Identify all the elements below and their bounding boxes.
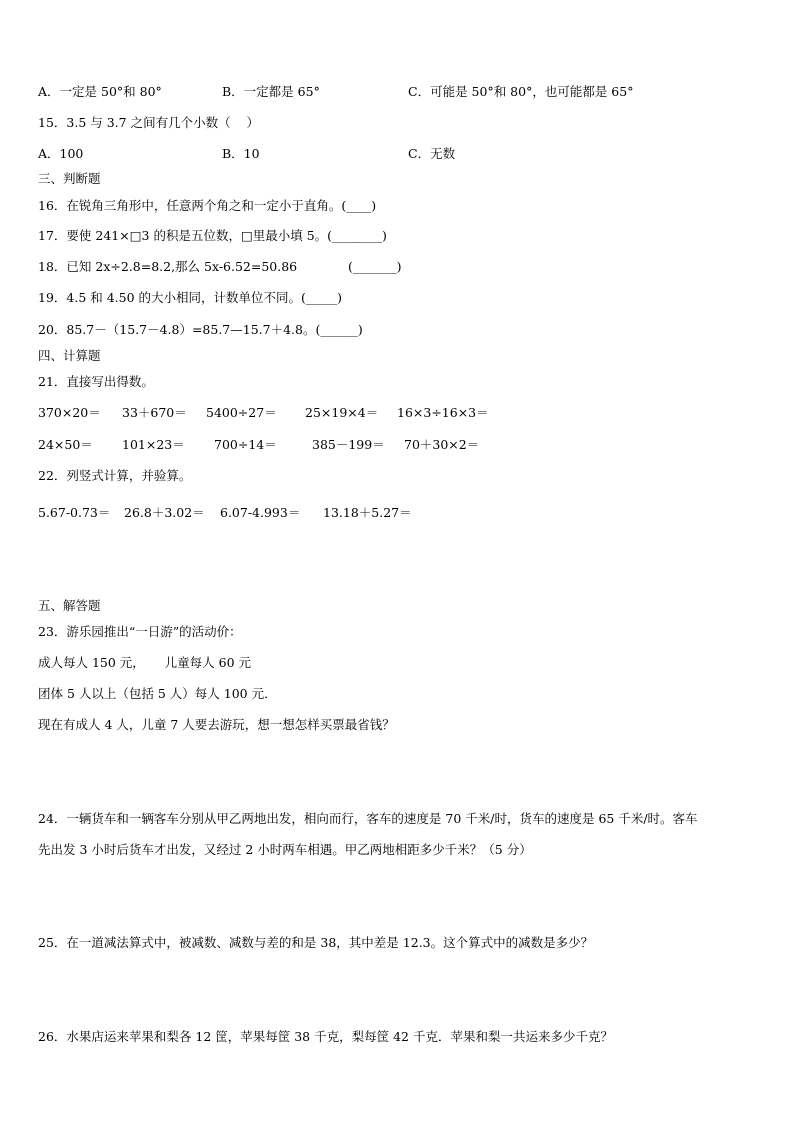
calc-row1-item4: 25×19×4＝ (305, 405, 379, 420)
q14-option-b: B．一定都是 65° (222, 84, 320, 99)
calc-row1-item2: 33＋670＝ (122, 405, 187, 420)
q24-line1: 24．一辆货车和一辆客车分别从甲乙两地出发，相向而行，客车的速度是 70 千米/时，货车的速度是 65 千米/时。客车 (38, 811, 698, 826)
q15-option-a: A．100 (38, 146, 84, 161)
calc-row2-item4: 385－199＝ (312, 437, 385, 452)
q20-text: 20．85.7－（15.7－4.8）=85.7—15.7＋4.8。(______) (38, 322, 363, 337)
q15-option-c: C．无数 (408, 146, 456, 161)
calc-row3-item4: 13.18＋5.27＝ (323, 505, 412, 520)
q24-line2: 先出发 3 小时后货车才出发，又经过 2 小时两车相遇。甲乙两地相距多少千米？（5 分） (38, 842, 532, 857)
q25-text: 25．在一道减法算式中，被减数、减数与差的和是 38，其中差是 12.3。这个算式中的减数是多少？ (38, 935, 594, 950)
calc-row1-item3: 5400÷27＝ (206, 405, 277, 420)
q23-line3: 团体 5 人以上（包括 5 人）每人 100 元． (38, 686, 277, 701)
q17-text: 17．要使 241×□3 的积是五位数，□里最小填 5。(________) (38, 228, 387, 243)
q18-text: 18．已知 2x÷2.8=8.2,那么 5x-6.52=50.86 (38, 259, 298, 274)
calc-row2-item2: 101×23＝ (122, 437, 185, 452)
q18-answer-blank: (_______) (348, 259, 402, 274)
q19-text: 19．4.5 和 4.50 的大小相同，计数单位不同。(_____) (38, 290, 343, 305)
calc-row3-item3: 6.07-4.993＝ (220, 505, 301, 520)
calc-row1-item5: 16×3÷16×3＝ (397, 405, 489, 420)
calc-row3-item1: 5.67-0.73＝ (38, 505, 111, 520)
calc-row2-item5: 70＋30×2＝ (404, 437, 480, 452)
q14-option-c: C．可能是 50°和 80°，也可能都是 65° (408, 84, 634, 99)
q15-option-b: B．10 (222, 146, 260, 161)
q23-line1: 23．游乐园推出“一日游”的活动价： (38, 624, 242, 639)
calc-row2-item3: 700÷14＝ (214, 437, 277, 452)
q22-text: 22．列竖式计算，并验算。 (38, 468, 192, 483)
q23-line4: 现在有成人 4 人，儿童 7 人要去游玩，想一想怎样买票最省钱？ (38, 717, 395, 732)
q14-option-a: A．一定是 50°和 80° (38, 84, 162, 99)
calc-row2-item1: 24×50＝ (38, 437, 93, 452)
section5-title: 五、解答题 (38, 598, 101, 613)
section3-title: 三、判断题 (38, 171, 101, 186)
q21-text: 21．直接写出得数。 (38, 374, 154, 389)
q26-text: 26．水果店运来苹果和梨各 12 筐，苹果每筐 38 千克，梨每筐 42 千克．苹果和梨一共运来多少千克？ (38, 1029, 613, 1044)
section4-title: 四、计算题 (38, 348, 101, 363)
calc-row3-item2: 26.8＋3.02＝ (124, 505, 205, 520)
q23-line2: 成人每人 150 元， 儿童每人 60 元 (38, 655, 252, 670)
q16-text: 16．在锐角三角形中，任意两个角之和一定小于直角。(____) (38, 198, 377, 213)
q15-stem: 15．3.5 与 3.7 之间有几个小数（ ） (38, 115, 259, 130)
calc-row1-item1: 370×20＝ (38, 405, 101, 420)
